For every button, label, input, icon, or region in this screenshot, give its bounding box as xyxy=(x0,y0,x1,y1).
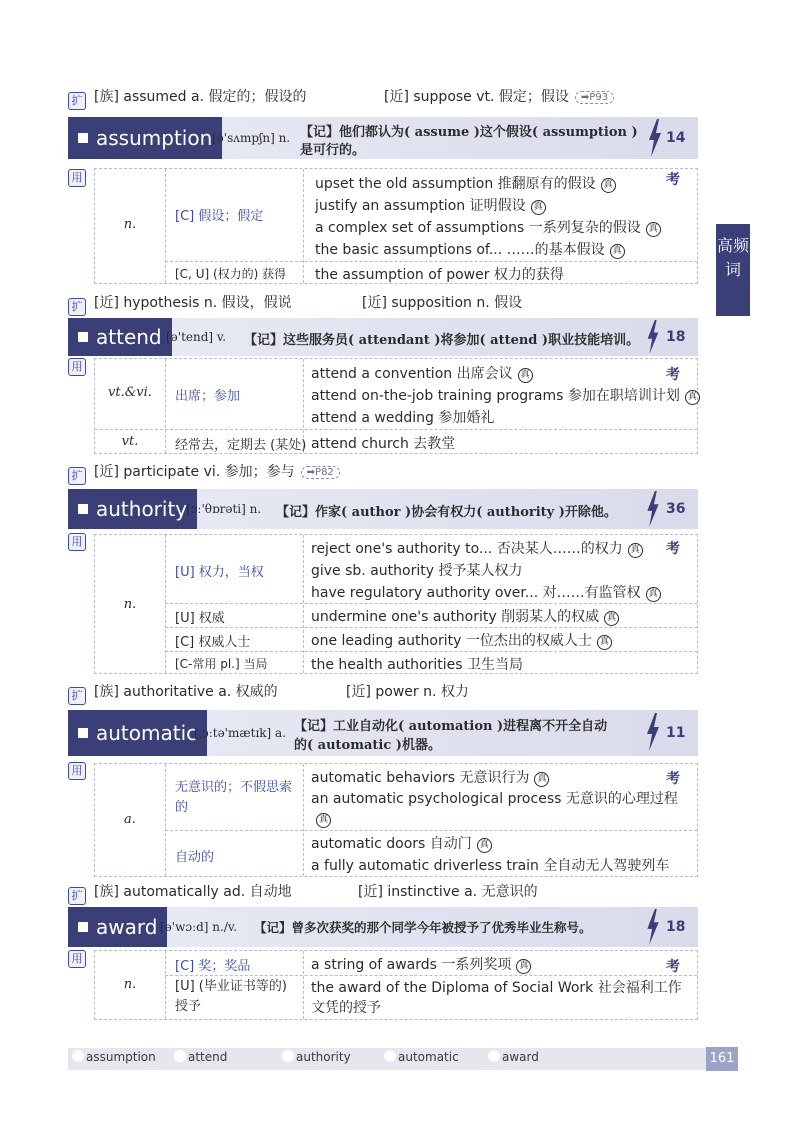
memo-line-1: 【记】曾多次获奖的那个同学今年被授予了优秀毕业生称号。 xyxy=(254,920,592,935)
sense-label: [C-常用 pl.] 当局 xyxy=(175,657,268,671)
usage-badge: 用 xyxy=(68,533,86,551)
exam-count: 36考 xyxy=(666,501,686,557)
example: have regulatory authority over... 对……有监管权 真 xyxy=(311,582,661,602)
example: attend church 去教堂 xyxy=(311,436,456,452)
real-exam-icon: 真 xyxy=(531,200,546,215)
real-exam-icon: 真 xyxy=(534,772,549,787)
exam-count: 14考 xyxy=(666,130,686,188)
exam-count: 11考 xyxy=(666,725,686,787)
usage-badge: 用 xyxy=(68,358,86,376)
real-exam-icon: 真 xyxy=(477,838,492,853)
example: attend a wedding 参加婚礼 xyxy=(311,410,495,426)
part-of-speech: n. xyxy=(123,597,137,612)
part-of-speech: a. xyxy=(124,812,136,827)
sense-label: 出席；参加 xyxy=(175,389,241,404)
sense-label: [C] 奖；奖品 xyxy=(175,959,251,974)
example: the basic assumptions of... ……的基本假设 真 xyxy=(315,239,625,259)
headword: award xyxy=(68,907,167,947)
example: upset the old assumption 推翻原有的假设 真 xyxy=(315,173,616,193)
family-word: [族] authoritative a. 权威的 xyxy=(94,684,278,700)
phonetic: [ə'wɔːd] n./v. xyxy=(160,920,238,934)
synonym-word: [近] suppose vt. 假定；假设 xyxy=(384,89,569,105)
lightning-icon xyxy=(646,320,660,354)
extension-badge: 扩 xyxy=(68,92,86,110)
usage-badge: 用 xyxy=(68,762,86,780)
lightning-icon xyxy=(648,119,662,157)
part-of-speech: n. xyxy=(123,977,137,992)
family-word: [族] automatically ad. 自动地 xyxy=(94,884,292,900)
extension-badge: 扩 xyxy=(68,887,86,905)
synonym-word: [近] participate vi. 参加；参与 xyxy=(94,464,295,480)
sense-label: [U] (毕业证书等的) 授予 xyxy=(175,979,287,1014)
memo-line-1: 【记】作家( author )协会有权力( authority )开除他。 xyxy=(276,505,617,520)
extension-line xyxy=(68,86,609,108)
sense-label: 无意识的；不假思索的 xyxy=(175,780,293,815)
usage-badge: 用 xyxy=(68,950,86,968)
extension-line xyxy=(68,881,538,903)
example: justify an assumption 证明假设 真 xyxy=(315,195,546,215)
part-of-speech: vt.&vi. xyxy=(108,385,152,400)
example: a string of awards 一系列奖项 真 xyxy=(311,954,531,974)
sense-label: [C] 假设；假定 xyxy=(175,209,264,224)
footer-word[interactable]: authority xyxy=(282,1050,351,1064)
footer-word[interactable]: assumption xyxy=(72,1050,156,1064)
part-of-speech: n. xyxy=(123,217,137,232)
sense-label: [U] 权威 xyxy=(175,611,225,626)
exam-count: 18考 xyxy=(666,919,686,975)
extension-badge: 扩 xyxy=(68,298,86,316)
family-word: [族] assumed a. 假定的；假设的 xyxy=(94,89,307,105)
sense-label: [U] 权力，当权 xyxy=(175,565,264,580)
page-ref[interactable]: ➡P93 xyxy=(575,91,614,104)
example: give sb. authority 授予某人权力 xyxy=(311,563,523,579)
memo-line-1: 【记】工业自动化( automation )进程离不开全自动 xyxy=(294,719,608,734)
real-exam-icon: 真 xyxy=(646,587,661,602)
real-exam-icon: 真 xyxy=(685,390,700,405)
synonym-word: [近] power n. 权力 xyxy=(346,684,469,700)
part-of-speech: vt. xyxy=(121,434,139,449)
usage-table-award xyxy=(94,950,698,1020)
extension-line xyxy=(68,292,523,314)
sense-label: 自动的 xyxy=(175,850,215,865)
real-exam-icon: 真 xyxy=(316,813,331,828)
usage-table-attend xyxy=(94,358,698,454)
real-exam-icon: 真 xyxy=(597,635,612,650)
example: attend on-the-job training programs 参加在职培训计划 真 xyxy=(311,385,700,405)
real-exam-icon: 真 xyxy=(601,178,616,193)
real-exam-icon: 真 xyxy=(610,244,625,259)
real-exam-icon: 真 xyxy=(518,368,533,383)
example: an automatic psychological process 无意识的心理过程真 xyxy=(311,789,691,829)
footer-word[interactable]: automatic xyxy=(384,1050,459,1064)
extension-badge: 扩 xyxy=(68,687,86,705)
memo-line-2: 是可行的。 xyxy=(300,143,366,158)
example: attend a convention 出席会议 真 xyxy=(311,363,533,383)
example: reject one's authority to... 否决某人……的权力 真 xyxy=(311,538,643,558)
synonym-word: [近] instinctive a. 无意识的 xyxy=(358,884,538,900)
example: the assumption of power 权力的获得 xyxy=(315,267,564,283)
real-exam-icon: 真 xyxy=(628,543,643,558)
phonetic: [ˌɔːtə'mætɪk] a. xyxy=(194,726,287,740)
extension-line xyxy=(68,681,469,703)
footer-word-index xyxy=(68,1048,738,1070)
page-ref[interactable]: ➡P82 xyxy=(301,466,340,479)
memo-line-1: 【记】他们都认为( assume )这个假设( assumption ) xyxy=(300,125,638,140)
extension-badge: 扩 xyxy=(68,467,86,485)
sense-label: [C, U] (权力的) 获得 xyxy=(175,267,287,281)
example: the award of the Diploma of Social Work 社会福利工作文凭的授予 xyxy=(311,980,682,1016)
section-tab: 高频词 xyxy=(716,224,750,316)
phonetic: [ə'sʌmpʃn] n. xyxy=(212,131,291,145)
phonetic: [ə'tend] v. xyxy=(166,330,227,344)
sense-label: [C] 权威人士 xyxy=(175,635,251,650)
example: automatic behaviors 无意识行为 真 xyxy=(311,767,549,787)
extension-line xyxy=(68,461,340,483)
synonym-word: [近] supposition n. 假设 xyxy=(362,295,523,311)
example: the health authorities 卫生当局 xyxy=(311,657,523,673)
example: automatic doors 自动门 真 xyxy=(311,833,492,853)
exam-count: 18考 xyxy=(666,329,686,383)
usage-table-assumption xyxy=(94,168,698,284)
footer-word[interactable]: award xyxy=(488,1050,539,1064)
page-number: 161 xyxy=(706,1047,738,1071)
lightning-icon xyxy=(646,909,660,945)
headword: attend xyxy=(68,318,172,356)
usage-table-authority xyxy=(94,534,698,674)
headword: automatic xyxy=(68,710,207,756)
real-exam-icon: 真 xyxy=(646,222,661,237)
lightning-icon xyxy=(646,712,660,752)
example: undermine one's authority 削弱某人的权威 真 xyxy=(311,606,619,626)
lightning-icon xyxy=(646,491,660,527)
real-exam-icon: 真 xyxy=(604,611,619,626)
real-exam-icon: 真 xyxy=(516,959,531,974)
memo-line-1: 【记】这些服务员( attendant )将参加( attend )职业技能培训。 xyxy=(244,333,640,348)
example: one leading authority 一位杰出的权威人士 真 xyxy=(311,630,612,650)
example: a fully automatic driverless train 全自动无人驾驶列车 xyxy=(311,858,670,874)
usage-table-automatic xyxy=(94,763,698,877)
sense-label: 经常去，定期去 (某处) xyxy=(175,438,307,453)
usage-badge: 用 xyxy=(68,169,86,187)
phonetic: [ɔː'θɒrəti] n. xyxy=(186,502,262,516)
example: a complex set of assumptions 一系列复杂的假设 真 xyxy=(315,217,661,237)
headword: assumption xyxy=(68,117,222,159)
memo-line-2: 的( automatic )机器。 xyxy=(294,738,441,753)
footer-word[interactable]: attend xyxy=(174,1050,227,1064)
headword: authority xyxy=(68,489,197,529)
synonym-word: [近] hypothesis n. 假设，假说 xyxy=(94,295,292,311)
